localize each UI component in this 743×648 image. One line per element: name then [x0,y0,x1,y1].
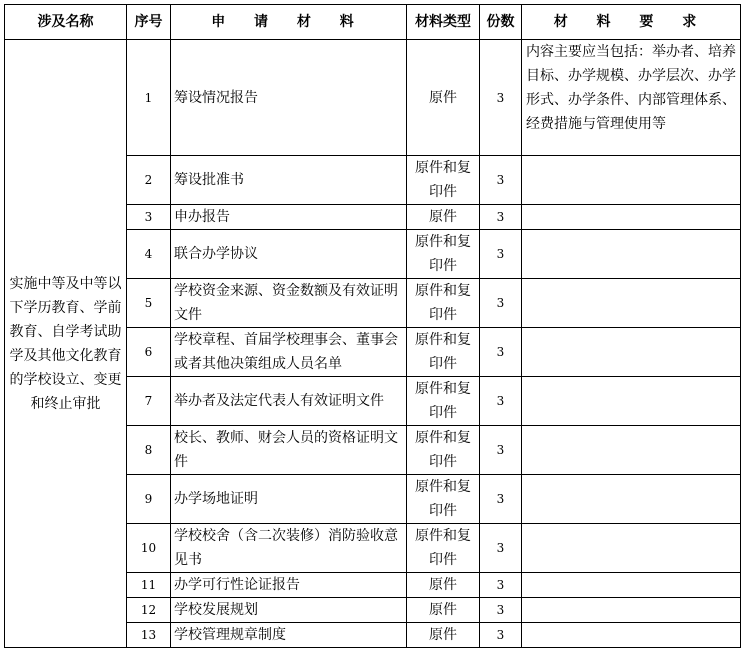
requirement-cell [522,205,741,230]
material-cell: 办学场地证明 [171,475,407,524]
material-cell: 学校校舍（含二次装修）消防验收意见书 [171,524,407,573]
requirement-cell: 内容主要应当包括：举办者、培养目标、办学规模、办学层次、办学形式、办学条件、内部管理体系、经费措施与管理使用等 [522,40,741,156]
copies-cell: 3 [480,598,522,623]
scope-name-cell: 实施中等及中等以下学历教育、学前教育、自学考试助学及其他文化教育的学校设立、变更和终止审批 [5,40,127,648]
seq-cell: 7 [127,377,171,426]
copies-cell: 3 [480,279,522,328]
copies-cell: 3 [480,623,522,648]
copies-cell: 3 [480,524,522,573]
requirement-cell [522,279,741,328]
requirement-cell [522,377,741,426]
material-cell: 学校资金来源、资金数额及有效证明文件 [171,279,407,328]
seq-cell: 3 [127,205,171,230]
material-cell: 学校管理规章制度 [171,623,407,648]
table-row [5,40,741,156]
type-cell: 原件和复印件 [407,475,480,524]
application-materials-table [4,4,741,648]
header-scope: 涉及名称 [5,5,127,40]
type-cell: 原件 [407,623,480,648]
type-cell: 原件和复印件 [407,328,480,377]
type-cell: 原件和复印件 [407,156,480,205]
type-cell: 原件和复印件 [407,230,480,279]
seq-cell: 4 [127,230,171,279]
requirement-cell [522,156,741,205]
copies-cell: 3 [480,40,522,156]
copies-cell: 3 [480,230,522,279]
requirement-cell [522,230,741,279]
copies-cell: 3 [480,328,522,377]
type-cell: 原件 [407,40,480,156]
seq-cell: 13 [127,623,171,648]
material-cell: 联合办学协议 [171,230,407,279]
material-cell: 办学可行性论证报告 [171,573,407,598]
requirement-cell [522,328,741,377]
requirement-cell [522,426,741,475]
copies-cell: 3 [480,156,522,205]
type-cell: 原件 [407,573,480,598]
requirement-cell [522,475,741,524]
material-cell: 筹设批准书 [171,156,407,205]
seq-cell: 6 [127,328,171,377]
seq-cell: 5 [127,279,171,328]
seq-cell: 9 [127,475,171,524]
header-copies: 份数 [480,5,522,40]
type-cell: 原件 [407,598,480,623]
header-type: 材料类型 [407,5,480,40]
seq-cell: 10 [127,524,171,573]
requirement-cell [522,623,741,648]
type-cell: 原件和复印件 [407,377,480,426]
material-cell: 筹设情况报告 [171,40,407,156]
copies-cell: 3 [480,205,522,230]
seq-cell: 11 [127,573,171,598]
type-cell: 原件和复印件 [407,426,480,475]
material-cell: 学校发展规划 [171,598,407,623]
material-cell: 申办报告 [171,205,407,230]
seq-cell: 1 [127,40,171,156]
type-cell: 原件 [407,205,480,230]
material-cell: 学校章程、首届学校理事会、董事会或者其他决策组成人员名单 [171,328,407,377]
copies-cell: 3 [480,377,522,426]
header-material: 申 请 材 料 [171,5,407,40]
copies-cell: 3 [480,475,522,524]
seq-cell: 8 [127,426,171,475]
copies-cell: 3 [480,573,522,598]
seq-cell: 2 [127,156,171,205]
requirement-cell [522,598,741,623]
material-cell: 校长、教师、财会人员的资格证明文件 [171,426,407,475]
header-requirement: 材 料 要 求 [522,5,741,40]
type-cell: 原件和复印件 [407,279,480,328]
header-seq: 序号 [127,5,171,40]
seq-cell: 12 [127,598,171,623]
requirement-cell [522,524,741,573]
copies-cell: 3 [480,426,522,475]
table-header-row [5,5,741,40]
material-cell: 举办者及法定代表人有效证明文件 [171,377,407,426]
requirement-cell [522,573,741,598]
type-cell: 原件和复印件 [407,524,480,573]
